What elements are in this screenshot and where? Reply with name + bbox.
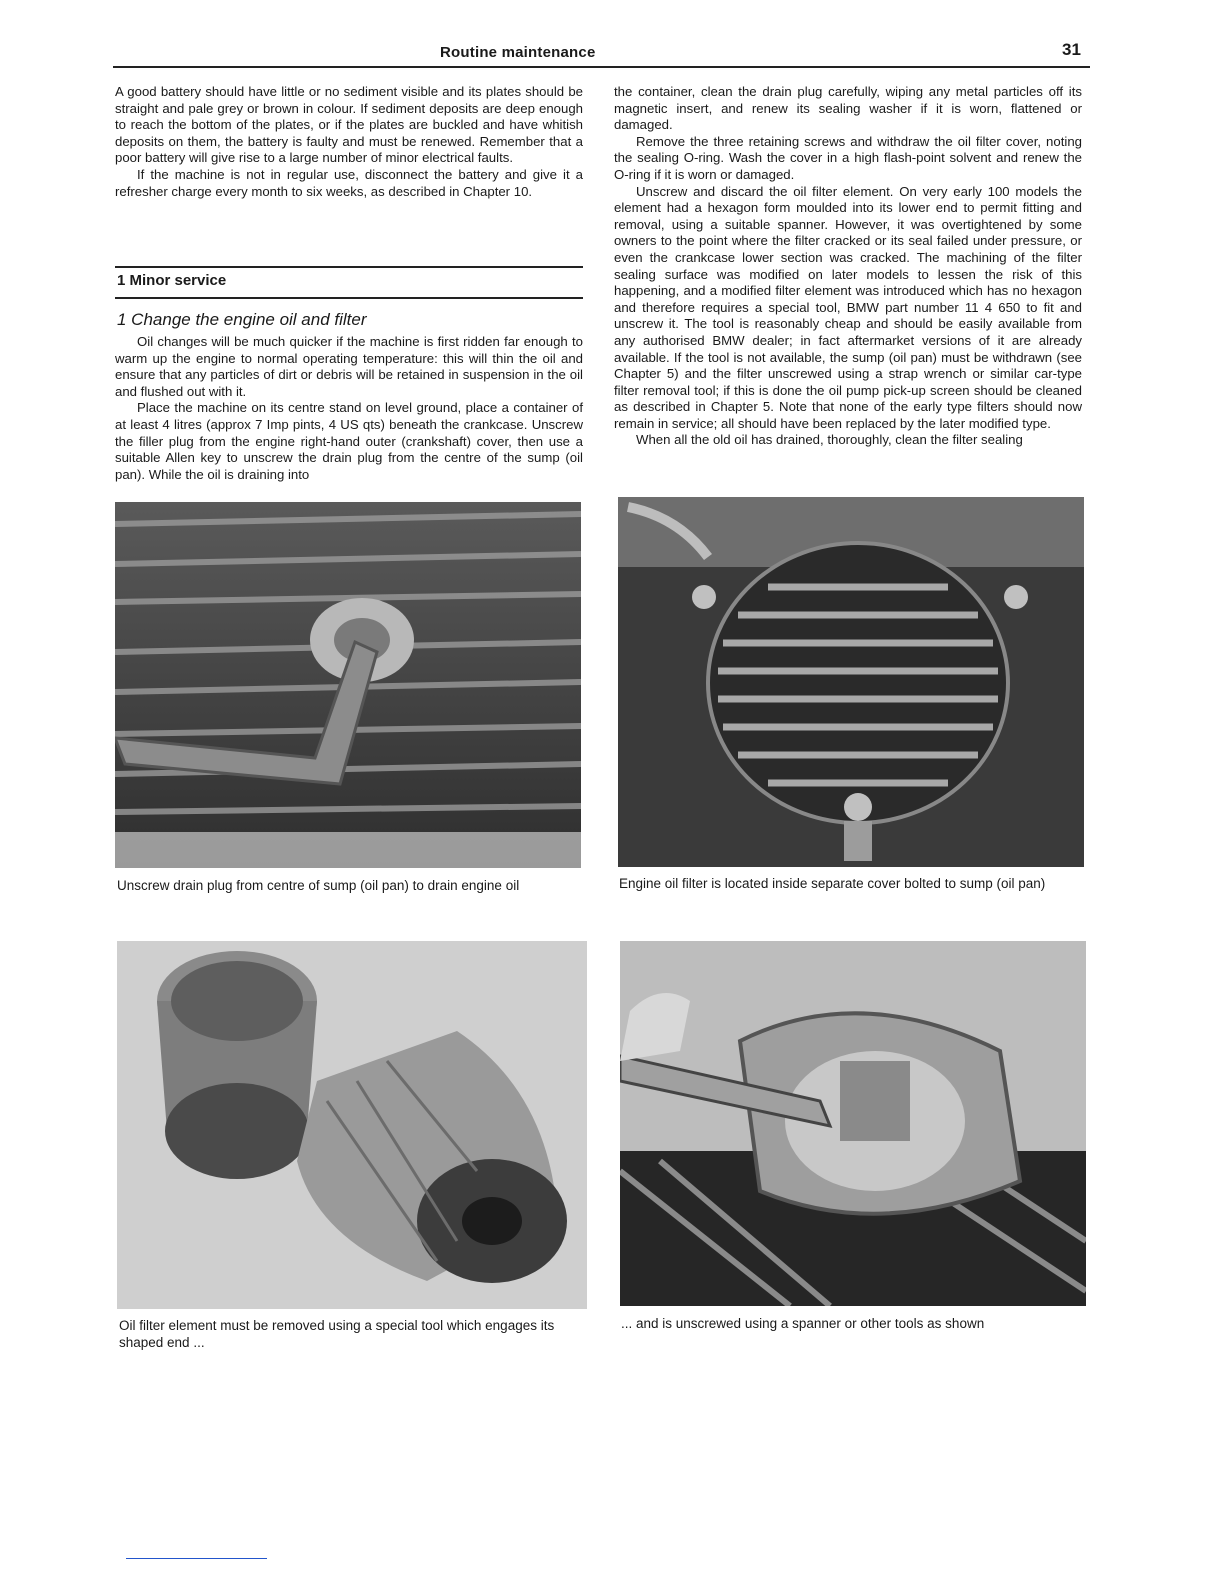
subsection-heading: 1 Change the engine oil and filter [117, 310, 367, 329]
paragraph: Place the machine on its centre stand on level ground, place a container of at least 4 litres (approx 7 Imp pints, 4 US qts) beneath the crankcase. Unscrew the filler plug from the engine right-hand outer (crankshaft) cover, then use a suitable Allen key to unscrew the drain plug from the centre of the sump (oil pan). While the oil is draining into [115, 400, 583, 482]
page-number: 31 [1062, 40, 1081, 59]
photo-drain-plug [115, 502, 581, 868]
photo-filter-cover [618, 497, 1084, 867]
photo-spanner [620, 941, 1086, 1306]
figure-caption: Engine oil filter is located inside separate cover bolted to sump (oil pan) [619, 876, 1046, 891]
paragraph: When all the old oil has drained, thoroughly, clean the filter sealing [636, 432, 1023, 448]
left-column-body [115, 334, 583, 483]
bottom-rule [126, 1558, 267, 1559]
paragraph: Unscrew and discard the oil filter element. On very early 100 models the element had a hexagon form moulded into its lower end to permit fitting and removal, using a suitable spanner. However, it was overtightened by some owners to the point where the filter cracked or its seal failed under pressure, or even the crankcase lower section was cracked. The machining of the filter sealing surface was modified on later models to lessen the risk of this happening, and a modified filter element was introduced which has no hexagon and therefore requires a special tool, BMW part number 11 4 650 to fit and unscrew it. The tool is reasonably cheap and should be easily available from any authorised BMW dealer; in fact aftermarket versions of it are already available. If the tool is not available, the sump (oil pan) must be withdrawn (see Chapter 5) and the filter unscrewed using a strap wrench or similar car-type filter removal tool; if this is done the oil pump pick-up screen should be cleaned as described in Chapter 5. Note that none of the early type filters should now remain in service; all should have been replaced by the later modified type. [614, 183, 1082, 431]
paragraph: Oil changes will be much quicker if the machine is first ridden far enough to warm up the engine to normal operating temperature: this will thin the oil and ensure that any particles of dirt or debris will be retained in suspension in the oil and flushed out with it. [115, 334, 583, 399]
page-header-title: Routine maintenance [440, 44, 596, 61]
paragraph: A good battery should have little or no sediment visible and its plates should be straight and pale grey or brown in colour. If sediment deposits are deep enough to reach the bottom of the plates, or if the plates are buckled and have whitish deposits on them, the battery is faulty and must be renewed. Remember that a poor battery will give rise to a large number of minor electrical faults. [115, 84, 583, 166]
left-column-intro [115, 84, 583, 200]
paragraph: the container, clean the drain plug carefully, wiping any metal particles off its magnetic insert, and renew its sealing washer if it is worn, flattened or damaged. [614, 84, 1082, 133]
right-column-body [614, 84, 1082, 449]
section-heading: 1 Minor service [117, 272, 227, 289]
figure-caption: Unscrew drain plug from centre of sump (oil pan) to drain engine oil [117, 878, 520, 893]
header-rule [113, 66, 1090, 68]
figure-caption: ... and is unscrewed using a spanner or other tools as shown [621, 1316, 985, 1331]
paragraph: If the machine is not in regular use, disconnect the battery and give it a refresher charge every month to six weeks, as described in Chapter 10. [115, 166, 583, 199]
paragraph: Remove the three retaining screws and withdraw the oil filter cover, noting the sealing O-ring. Wash the cover in a high flash-point solvent and renew the O-ring if it is worn or damaged. [614, 133, 1082, 182]
section-rule-top [115, 266, 583, 268]
section-rule-bottom [115, 297, 583, 299]
figure-caption: Oil filter element must be removed using a special tool which engages its shaped end ... [119, 1318, 555, 1350]
photo-filter-element [117, 941, 587, 1309]
